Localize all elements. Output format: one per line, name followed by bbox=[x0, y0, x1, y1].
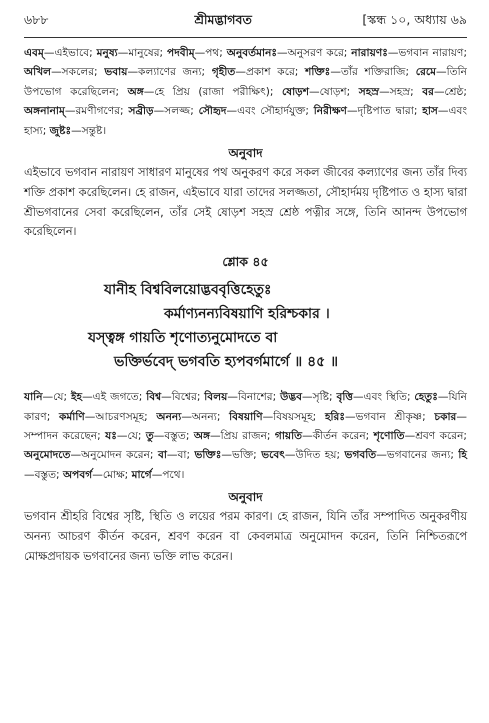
translation-heading: অনুবাদ bbox=[228, 146, 263, 161]
sanskrit-word: অঙ্গ bbox=[127, 85, 144, 98]
word-meaning: সকলের; bbox=[61, 66, 105, 79]
sanskrit-word: ভবেৎ bbox=[261, 449, 285, 462]
word-meaning: প্রকাশ করে; bbox=[245, 66, 306, 79]
word-meaning: বা; bbox=[177, 449, 195, 462]
sanskrit-word: অঙ্গ bbox=[193, 430, 211, 443]
word-meaning: এবং সৌহার্দযুক্ত; bbox=[237, 105, 314, 118]
word-meaning: উদিত হয়; bbox=[295, 449, 345, 462]
word-meaning: বিনাশের; bbox=[237, 391, 281, 404]
sanskrit-word: সব্রীড় bbox=[128, 105, 154, 118]
word-meaning: হে প্রিয় (রাজা পরীক্ষিৎ); bbox=[154, 85, 282, 98]
word-meaning: অনন্য; bbox=[191, 410, 230, 423]
sanskrit-word: রেমে bbox=[415, 66, 437, 79]
word-meaning: এবং স্থিতি; bbox=[363, 391, 415, 404]
sanskrit-word: হাস bbox=[422, 105, 438, 118]
word-meaning: তাঁর শক্তিরাজি; bbox=[340, 66, 416, 79]
sanskrit-word: ইহ bbox=[70, 391, 83, 404]
sanskrit-word: হরিঃ bbox=[324, 410, 346, 423]
word-meaning: বস্তুত; bbox=[164, 430, 194, 443]
word-meaning: পথে। bbox=[162, 468, 185, 481]
word-meaning: যে; bbox=[127, 430, 146, 443]
sanskrit-word: ভগবতি bbox=[344, 449, 377, 462]
translation-text: এইভাবে ভগবান নারায়ণ সাধারণ মানুষের পথ অনুকরণ করে সকল জীবের কল্যাণের জন্য তাঁর দিব্য শক্তি প্রকাশ করেছিলেন। হে রাজন, এইভাবে যারা তাদের সলজ্জতা, সৌহার্দময় দৃষ্টিপাত ও হাস্য দ্বারা শ্রীভগবানের সেবা করেছিলেন, তাঁর সেই ষোড়শ সহস্র শ্রেষ্ঠ পত্নীর সঙ্গে, তিনি আনন্দ উপভোগ করেছিলেন। bbox=[24, 166, 467, 239]
book-title: শ্রীমদ্ভাগবত bbox=[194, 12, 252, 27]
sanskrit-word: নিরীক্ষণ bbox=[313, 105, 347, 118]
word-meaning: মানুষের; bbox=[128, 47, 168, 59]
sanskrit-word: যঃ bbox=[105, 430, 117, 443]
word-meanings-verse-45: যানি—যে; ইহ—এই জগতে; বিশ্ব—বিশ্বের; বিলয়—বিনাশের; উদ্ভব—সৃষ্টি; বৃত্তি—এবং স্থিতি; হেতুঃ—যিনি কারণ; কর্মাণি—আচরণসমূহ; অনন্য—অনন্য; বিষয়াণি—বিষয়সমূহ; হরিঃ—ভগবান শ্রীকৃষ্ণ; চকার—সম্পাদন করেছেন; যঃ—যে; তু—বস্তুত; অঙ্গ—প্রিয় রাজন; গায়তি—কীর্তন করেন; শৃণোতি—শ্রবণ করেন; অনুমোদতে—অনুমোদন করেন; বা—বা; ভক্তিঃ—ভক্তি; ভবেৎ—উদিত হয়; ভগবতি—ভগবানের জন্য; হি—বস্তুত; অপবর্গ—মোক্ষ; মার্গে—পথে। bbox=[24, 391, 467, 481]
sanskrit-word: উদ্ভব bbox=[280, 391, 303, 404]
translation-heading: অনুবাদ bbox=[228, 490, 263, 505]
word-meaning: এবং হাস্য; bbox=[24, 105, 467, 137]
sanskrit-word: বর bbox=[422, 85, 434, 98]
word-meaning: অনুসরণ করে; bbox=[287, 47, 352, 59]
page-number: ৬৮৮ bbox=[24, 12, 49, 27]
word-meaning: ষোড়শ; bbox=[319, 85, 359, 98]
sanskrit-word: অনন্য bbox=[156, 410, 182, 423]
sanskrit-word: বিষয়াণি bbox=[229, 410, 263, 423]
sanskrit-word: শৃণোতি bbox=[373, 430, 405, 443]
word-meaning: পথ; bbox=[205, 47, 227, 59]
word-meaning: বস্তুত; bbox=[34, 468, 63, 481]
sanskrit-word: মার্গে bbox=[131, 468, 152, 481]
sanskrit-word: বিশ্ব bbox=[146, 391, 162, 404]
word-meaning: বিষয়সমূহ; bbox=[273, 410, 325, 423]
word-meaning: আচরণসমূহ; bbox=[95, 410, 157, 423]
sanskrit-word: বা bbox=[157, 449, 167, 462]
sanskrit-word: অনুমোদতে bbox=[24, 449, 71, 462]
word-meaning: তিনি উপভোগ করেছিলেন; bbox=[24, 66, 467, 98]
verse-line: কর্মাণ্যনন্যবিষয়াণি হরিশ্চকার । bbox=[164, 306, 330, 323]
sanskrit-word: গায়তি bbox=[274, 430, 303, 443]
sanskrit-word: এবম্ bbox=[24, 47, 44, 59]
sanskrit-word: ভবায় bbox=[104, 66, 128, 79]
sanskrit-word: সৌহৃদ bbox=[198, 105, 227, 118]
word-meaning: কল্যাণের জন্য; bbox=[138, 66, 212, 79]
word-meaning: শ্রবণ করেন; bbox=[415, 430, 467, 443]
word-meaning: অনুমোদন করেন; bbox=[81, 449, 158, 462]
page-header bbox=[24, 12, 467, 38]
word-meaning: প্রিয় রাজন; bbox=[220, 430, 275, 443]
sanskrit-word: অপবর্গ bbox=[63, 468, 93, 481]
section-reference: [স্কন্ধ ১০, অধ্যায় ৬৯ bbox=[362, 12, 467, 27]
word-meaning: যিনি কারণ; bbox=[24, 391, 467, 423]
sanskrit-word: যানি bbox=[24, 391, 43, 404]
word-meaning: ভগবানের জন্য; bbox=[386, 449, 459, 462]
sanskrit-word: তু bbox=[145, 430, 154, 443]
sanskrit-word: গৃহীত bbox=[211, 66, 236, 79]
sanskrit-word: বৃত্তি bbox=[336, 391, 353, 404]
sanskrit-word: সহস্র bbox=[358, 85, 380, 98]
sanskrit-word: অখিল bbox=[24, 66, 52, 79]
word-meanings-previous-verse: এবম্—এইভাবে; মনুষ্য—মানুষের; পদবীম্—পথ; অনুবর্তমানঃ—অনুসরণ করে; নারায়ণঃ—ভগবান নারায়ণ; অখিল—সকলের; ভবায়—কল্যাণের জন্য; গৃহীত—প্রকাশ করে; শক্তিঃ—তাঁর শক্তিরাজি; রেমে—তিনি উপভোগ করেছিলেন; অঙ্গ—হে প্রিয় (রাজা পরীক্ষিৎ); ষোড়শ—ষোড়শ; সহস্র—সহস্র; বর—শ্রেষ্ঠ; অঙ্গনানাম্—রমণীগণের; সব্রীড়—সলজ্জ; সৌহৃদ—এবং সৌহার্দযুক্ত; নিরীক্ষণ—দৃষ্টিপাত দ্বারা; হাস—এবং হাস্য; জুষ্টঃ—সন্তুষ্ট। bbox=[24, 47, 468, 137]
word-meaning: সৃষ্টি; bbox=[312, 391, 337, 404]
sanskrit-word: হেতুঃ bbox=[414, 391, 438, 404]
word-meaning: যে; bbox=[53, 391, 71, 404]
verse-line: যস্ত্বঙ্গ গায়তি শৃণোত্যনুমোদতে বা bbox=[88, 330, 278, 347]
translation-text: ভগবান শ্রীহরি বিশ্বের সৃষ্টি, স্থিতি ও লয়ের পরম কারণ। হে রাজন, যিনি তাঁর সম্পাদিত অনুকরণীয় অনন্য আচরণ কীর্তন করেন, শ্রবণ করেন বা কেবলমাত্র অনুমোদন করেন, তিনি নিশ্চিতরূপে মোক্ষপ্রদায়ক ভগবানের জন্য ভক্তি লাভ করেন। bbox=[24, 510, 467, 563]
sanskrit-word: ভক্তিঃ bbox=[194, 449, 222, 462]
word-meaning: সলজ্জ; bbox=[164, 105, 199, 118]
sanskrit-word: হি bbox=[458, 449, 467, 462]
word-meaning: শ্রেষ্ঠ; bbox=[444, 85, 468, 98]
sanskrit-word: পদবীম্ bbox=[167, 47, 195, 59]
verse-line: যানীহ বিশ্ববিলয়োদ্ভববৃত্তিহেতুঃ bbox=[104, 282, 272, 299]
word-meaning: ভক্তি; bbox=[231, 449, 262, 462]
sanskrit-word: কর্মাণি bbox=[58, 410, 85, 423]
word-meaning: সন্তুষ্ট। bbox=[81, 124, 107, 137]
verse-text bbox=[24, 278, 467, 374]
sanskrit-word: শক্তিঃ bbox=[305, 66, 331, 79]
word-meaning: কীর্তন করেন; bbox=[312, 430, 374, 443]
sanskrit-word: অঙ্গনানাম্ bbox=[24, 105, 65, 118]
word-meaning: ভগবান নারায়ণ; bbox=[398, 47, 468, 59]
verse-line: ভক্তির্ভবেদ্ ভগবতি হ্যপবর্গমার্গে ॥ ৪৫ ॥ bbox=[114, 354, 339, 371]
word-meaning: সহস্র; bbox=[389, 85, 423, 98]
word-meaning: বিশ্বের; bbox=[171, 391, 205, 404]
word-meaning: রমণীগণের; bbox=[75, 105, 129, 118]
sanskrit-word: নারায়ণঃ bbox=[351, 47, 388, 59]
word-meaning: সম্পাদন করেছেন; bbox=[24, 430, 106, 443]
word-meaning: ভগবান শ্রীকৃষ্ণ; bbox=[355, 410, 435, 423]
word-meaning: এইভাবে; bbox=[54, 47, 97, 59]
word-meaning: দৃষ্টিপাত দ্বারা; bbox=[357, 105, 423, 118]
sanskrit-word: চকার bbox=[434, 410, 457, 423]
sanskrit-word: বিলয় bbox=[204, 391, 228, 404]
verse-heading: শ্লোক ৪৫ bbox=[222, 254, 269, 270]
sanskrit-word: ষোড়শ bbox=[281, 85, 310, 98]
sanskrit-word: জুষ্টঃ bbox=[49, 124, 72, 137]
sanskrit-word: মনুষ্য bbox=[96, 47, 118, 59]
word-meaning: মোক্ষ; bbox=[102, 468, 132, 481]
sanskrit-word: অনুবর্তমানঃ bbox=[226, 47, 278, 59]
word-meaning: এই জগতে; bbox=[92, 391, 147, 404]
